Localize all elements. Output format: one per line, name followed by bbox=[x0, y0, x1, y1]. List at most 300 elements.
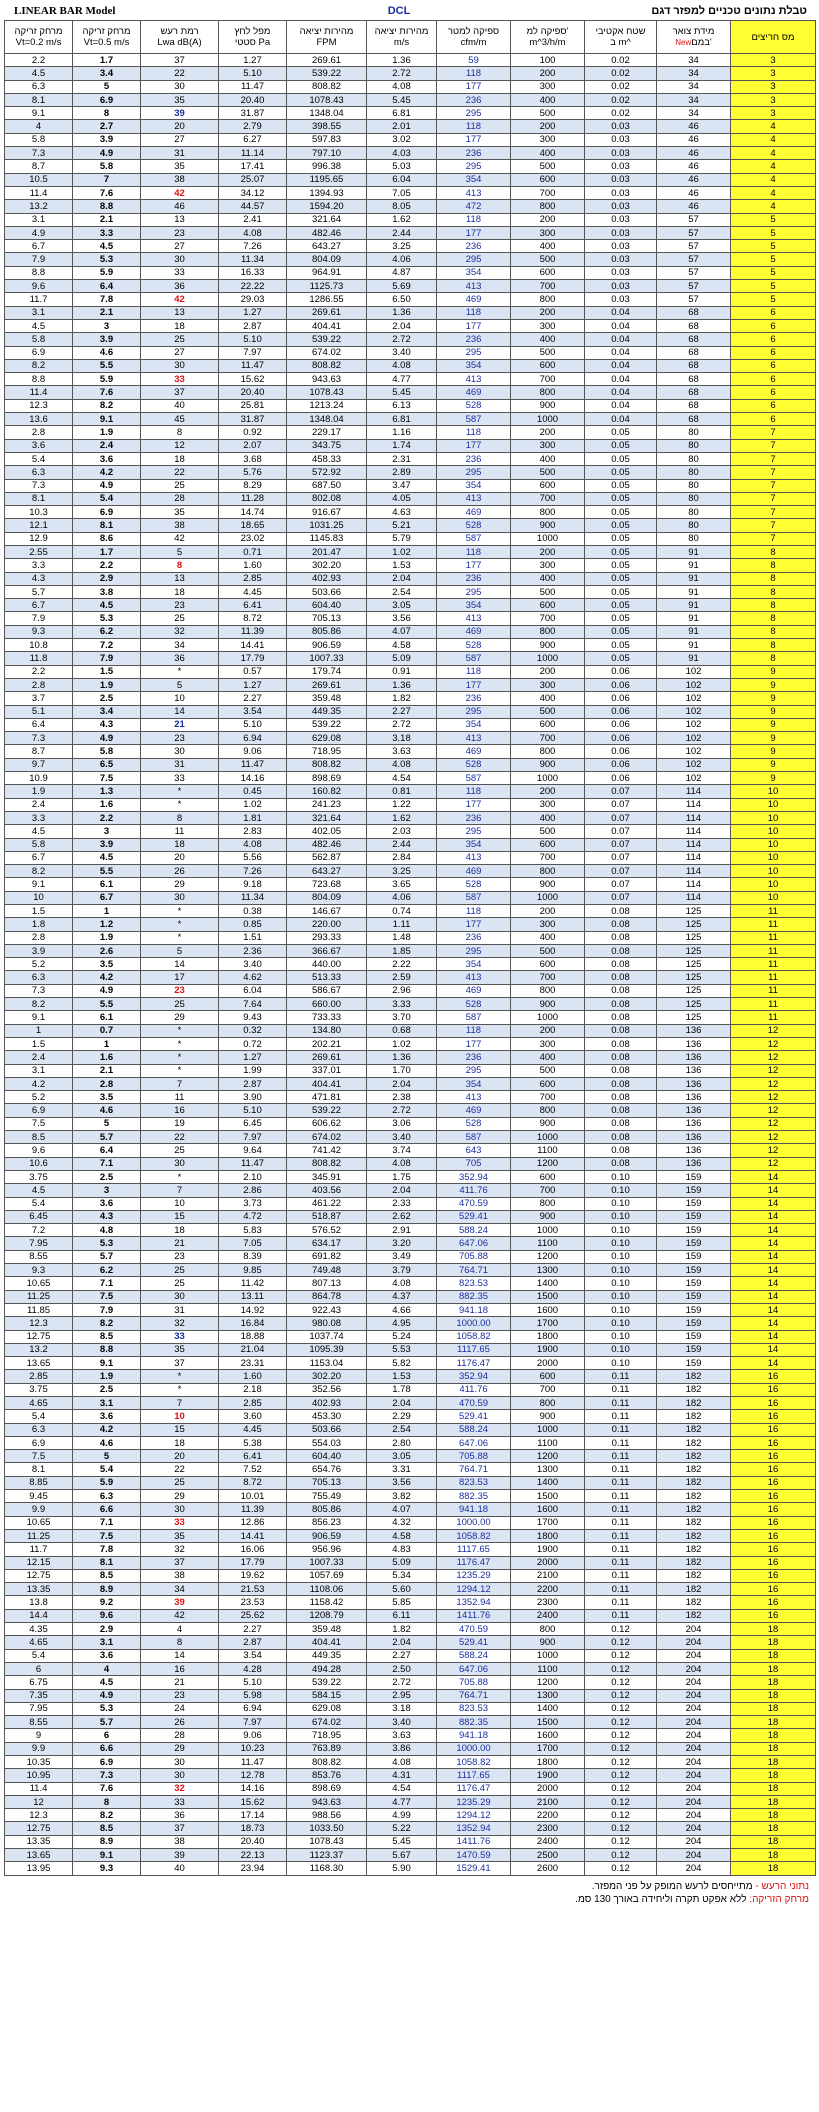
table-cell: 400 bbox=[511, 931, 585, 944]
table-cell: 2.5 bbox=[73, 692, 141, 705]
table-row bbox=[5, 1091, 816, 1104]
table-cell: 1007.33 bbox=[287, 1556, 367, 1569]
table-cell: 102 bbox=[657, 732, 731, 745]
table-cell: 411.76 bbox=[437, 1383, 511, 1396]
table-cell: 1031.25 bbox=[287, 519, 367, 532]
table-cell: 900 bbox=[511, 998, 585, 1011]
table-cell: 400 bbox=[511, 240, 585, 253]
table-cell: 470.59 bbox=[437, 1197, 511, 1210]
table-cell: 5.8 bbox=[5, 133, 73, 146]
table-cell: 2.27 bbox=[219, 1623, 287, 1636]
table-row bbox=[5, 692, 816, 705]
table-cell: 12 bbox=[731, 1077, 816, 1090]
table-cell: 16 bbox=[731, 1383, 816, 1396]
table-cell: 8.9 bbox=[73, 1835, 141, 1848]
table-cell: 500 bbox=[511, 705, 585, 718]
table-cell: 7 bbox=[141, 1396, 219, 1409]
table-cell: 469 bbox=[437, 506, 511, 519]
table-cell: 46 bbox=[657, 160, 731, 173]
table-cell: 700 bbox=[511, 732, 585, 745]
table-cell: 352.94 bbox=[437, 1370, 511, 1383]
table-cell: 705.88 bbox=[437, 1250, 511, 1263]
table-cell: 2200 bbox=[511, 1809, 585, 1822]
table-cell: 5.3 bbox=[73, 1237, 141, 1250]
table-cell: 0.11 bbox=[585, 1529, 657, 1542]
table-cell: 1.5 bbox=[5, 905, 73, 918]
table-cell: 9 bbox=[731, 732, 816, 745]
table-cell: 941.18 bbox=[437, 1729, 511, 1742]
table-cell: 4.63 bbox=[367, 506, 437, 519]
table-cell: 34 bbox=[141, 1583, 219, 1596]
table-cell: 0.11 bbox=[585, 1476, 657, 1489]
table-cell: 3.6 bbox=[5, 439, 73, 452]
table-cell: 9 bbox=[731, 692, 816, 705]
table-cell: 8.1 bbox=[5, 93, 73, 106]
table-cell: 440.00 bbox=[287, 958, 367, 971]
table-row bbox=[5, 1131, 816, 1144]
table-cell: 1000 bbox=[511, 532, 585, 545]
table-cell: 5.90 bbox=[367, 1862, 437, 1875]
table-cell: 20.40 bbox=[219, 1835, 287, 1848]
table-cell: 797.10 bbox=[287, 147, 367, 160]
table-cell: 200 bbox=[511, 665, 585, 678]
table-cell: 2600 bbox=[511, 1862, 585, 1875]
table-cell: 13.35 bbox=[5, 1583, 73, 1596]
table-cell: 6.1 bbox=[73, 878, 141, 891]
table-cell: 0.06 bbox=[585, 718, 657, 731]
table-cell: 18 bbox=[141, 838, 219, 851]
table-cell: 1176.47 bbox=[437, 1556, 511, 1569]
table-cell: 3.6 bbox=[73, 452, 141, 465]
table-cell: 404.41 bbox=[287, 1636, 367, 1649]
table-cell: 0.71 bbox=[219, 545, 287, 558]
table-cell: 400 bbox=[511, 333, 585, 346]
table-cell: 3.60 bbox=[219, 1410, 287, 1423]
table-cell: 2.72 bbox=[367, 718, 437, 731]
table-cell: 461.22 bbox=[287, 1197, 367, 1210]
table-cell: 12.78 bbox=[219, 1769, 287, 1782]
table-cell: 4.95 bbox=[367, 1317, 437, 1330]
table-cell: 16 bbox=[731, 1529, 816, 1542]
table-cell: 125 bbox=[657, 1011, 731, 1024]
table-cell: 1500 bbox=[511, 1490, 585, 1503]
table-cell: 0.74 bbox=[367, 905, 437, 918]
table-cell: 1.16 bbox=[367, 426, 437, 439]
table-cell: 18.65 bbox=[219, 519, 287, 532]
table-cell: 10.23 bbox=[219, 1742, 287, 1755]
table-cell: 7.3 bbox=[73, 1769, 141, 1782]
table-cell: 80 bbox=[657, 479, 731, 492]
table-cell: 32 bbox=[141, 625, 219, 638]
table-cell: 2.79 bbox=[219, 120, 287, 133]
table-cell: 4.5 bbox=[73, 851, 141, 864]
table-cell: 1.2 bbox=[73, 918, 141, 931]
table-cell: 800 bbox=[511, 1197, 585, 1210]
table-cell: 8.55 bbox=[5, 1250, 73, 1263]
table-cell: 2.8 bbox=[73, 1077, 141, 1090]
table-cell: 1 bbox=[73, 1037, 141, 1050]
table-cell: 0.08 bbox=[585, 971, 657, 984]
table-cell: 7.5 bbox=[5, 1117, 73, 1130]
table-cell: 354 bbox=[437, 359, 511, 372]
table-cell: 2.04 bbox=[367, 319, 437, 332]
table-cell: 136 bbox=[657, 1144, 731, 1157]
table-cell: 482.46 bbox=[287, 226, 367, 239]
table-cell: 6.4 bbox=[5, 718, 73, 731]
table-cell: 4.6 bbox=[73, 1104, 141, 1117]
table-cell: 3.6 bbox=[73, 1649, 141, 1662]
table-cell: 11.34 bbox=[219, 253, 287, 266]
table-cell: 600 bbox=[511, 958, 585, 971]
table-cell: 102 bbox=[657, 718, 731, 731]
table-cell: 2.62 bbox=[367, 1210, 437, 1223]
table-cell: 236 bbox=[437, 452, 511, 465]
table-cell: 804.09 bbox=[287, 253, 367, 266]
table-cell: 204 bbox=[657, 1849, 731, 1862]
table-cell: 0.03 bbox=[585, 186, 657, 199]
table-cell: 643.27 bbox=[287, 865, 367, 878]
table-cell: 3.3 bbox=[73, 226, 141, 239]
table-cell: 0.72 bbox=[219, 1037, 287, 1050]
table-cell: 3.74 bbox=[367, 1144, 437, 1157]
table-cell: 30 bbox=[141, 891, 219, 904]
table-row bbox=[5, 1596, 816, 1609]
table-cell: 2.2 bbox=[73, 811, 141, 824]
table-cell: 295 bbox=[437, 705, 511, 718]
table-cell: 3.1 bbox=[5, 213, 73, 226]
table-cell: 1000 bbox=[511, 1224, 585, 1237]
table-cell: 177 bbox=[437, 133, 511, 146]
table-cell: 687.50 bbox=[287, 479, 367, 492]
table-cell: 1.62 bbox=[367, 811, 437, 824]
table-row bbox=[5, 1583, 816, 1596]
table-cell: 0.02 bbox=[585, 93, 657, 106]
table-cell: 236 bbox=[437, 93, 511, 106]
table-cell: 606.62 bbox=[287, 1117, 367, 1130]
table-cell: 9.64 bbox=[219, 1144, 287, 1157]
table-cell: 1400 bbox=[511, 1476, 585, 1489]
throw-note-label: מרחק הזריקה: bbox=[749, 1893, 809, 1905]
table-cell: 0.11 bbox=[585, 1410, 657, 1423]
table-cell: 469 bbox=[437, 625, 511, 638]
table-cell: 12 bbox=[731, 1024, 816, 1037]
table-cell: 10 bbox=[141, 692, 219, 705]
table-cell: 0.04 bbox=[585, 346, 657, 359]
table-row bbox=[5, 293, 816, 306]
table-cell: 6.3 bbox=[5, 80, 73, 93]
table-cell: 7.05 bbox=[219, 1237, 287, 1250]
table-cell: 906.59 bbox=[287, 1529, 367, 1542]
table-cell: 11.42 bbox=[219, 1277, 287, 1290]
table-cell: 57 bbox=[657, 240, 731, 253]
table-cell: 32 bbox=[141, 1543, 219, 1556]
table-cell: 9 bbox=[731, 758, 816, 771]
table-cell: 37 bbox=[141, 386, 219, 399]
table-cell: 9.1 bbox=[73, 413, 141, 426]
table-cell: 5.4 bbox=[73, 492, 141, 505]
table-cell: 4.8 bbox=[73, 1224, 141, 1237]
table-cell: 14.74 bbox=[219, 506, 287, 519]
table-cell: 3.20 bbox=[367, 1237, 437, 1250]
table-cell: 9 bbox=[731, 745, 816, 758]
table-cell: 1.7 bbox=[73, 54, 141, 67]
table-cell: 15.62 bbox=[219, 373, 287, 386]
table-cell: 2.04 bbox=[367, 1077, 437, 1090]
table-cell: 1286.55 bbox=[287, 293, 367, 306]
table-cell: 700 bbox=[511, 612, 585, 625]
table-cell: 7.1 bbox=[73, 1516, 141, 1529]
table-cell: 4 bbox=[731, 160, 816, 173]
table-cell: 0.11 bbox=[585, 1450, 657, 1463]
table-cell: 359.48 bbox=[287, 1623, 367, 1636]
table-cell: 0.03 bbox=[585, 200, 657, 213]
table-cell: 494.28 bbox=[287, 1662, 367, 1675]
table-row bbox=[5, 1064, 816, 1077]
table-cell: 2.01 bbox=[367, 120, 437, 133]
table-cell: 3.47 bbox=[367, 479, 437, 492]
table-row bbox=[5, 1543, 816, 1556]
table-cell: 295 bbox=[437, 346, 511, 359]
table-cell: 220.00 bbox=[287, 918, 367, 931]
table-cell: 587 bbox=[437, 652, 511, 665]
table-cell: 0.03 bbox=[585, 147, 657, 160]
table-cell: 12.75 bbox=[5, 1569, 73, 1582]
table-cell: 764.71 bbox=[437, 1689, 511, 1702]
title-bar bbox=[4, 2, 815, 20]
table-cell: 1594.20 bbox=[287, 200, 367, 213]
table-cell: 705.13 bbox=[287, 612, 367, 625]
table-cell: 354 bbox=[437, 599, 511, 612]
table-cell: 700 bbox=[511, 1091, 585, 1104]
table-cell: 8 bbox=[731, 545, 816, 558]
table-cell: 5.1 bbox=[5, 705, 73, 718]
table-row bbox=[5, 1024, 816, 1037]
table-cell: 1117.65 bbox=[437, 1543, 511, 1556]
table-cell: 956.96 bbox=[287, 1543, 367, 1556]
table-cell: 5.38 bbox=[219, 1436, 287, 1449]
table-cell: 1007.33 bbox=[287, 652, 367, 665]
table-cell: 600 bbox=[511, 479, 585, 492]
table-cell: 733.33 bbox=[287, 1011, 367, 1024]
table-cell: 7.52 bbox=[219, 1463, 287, 1476]
table-cell: 18 bbox=[731, 1822, 816, 1835]
table-cell: 11.28 bbox=[219, 492, 287, 505]
table-cell: 1 bbox=[5, 1024, 73, 1037]
table-row bbox=[5, 665, 816, 678]
column-header-line1: מהירות יציאה bbox=[374, 26, 429, 37]
table-cell: 600 bbox=[511, 599, 585, 612]
table-cell: 2.54 bbox=[367, 585, 437, 598]
table-row bbox=[5, 905, 816, 918]
table-cell: 3.7 bbox=[5, 692, 73, 705]
table-cell: 823.53 bbox=[437, 1277, 511, 1290]
table-cell: 7.9 bbox=[5, 253, 73, 266]
table-cell: 1117.65 bbox=[437, 1769, 511, 1782]
column-header-line1: ספיקה למטר bbox=[447, 26, 500, 37]
table-cell: 20.40 bbox=[219, 386, 287, 399]
table-cell: 700 bbox=[511, 373, 585, 386]
column-header bbox=[731, 21, 816, 54]
table-cell: 0.11 bbox=[585, 1569, 657, 1582]
table-cell: 177 bbox=[437, 798, 511, 811]
table-cell: 1.6 bbox=[73, 798, 141, 811]
table-cell: 500 bbox=[511, 944, 585, 957]
table-cell: 5.09 bbox=[367, 1556, 437, 1569]
table-cell: 413 bbox=[437, 1091, 511, 1104]
table-cell: 10.95 bbox=[5, 1769, 73, 1782]
table-cell: 823.53 bbox=[437, 1476, 511, 1489]
table-row bbox=[5, 572, 816, 585]
table-cell: 1352.94 bbox=[437, 1596, 511, 1609]
table-cell: 600 bbox=[511, 173, 585, 186]
table-cell: 5.3 bbox=[73, 253, 141, 266]
table-cell: 0.05 bbox=[585, 479, 657, 492]
table-cell: 57 bbox=[657, 280, 731, 293]
column-header-line1: שטח אקטיבי bbox=[595, 26, 646, 37]
table-cell: 0.02 bbox=[585, 54, 657, 67]
table-row bbox=[5, 1822, 816, 1835]
table-cell: 136 bbox=[657, 1024, 731, 1037]
table-cell: 7.5 bbox=[73, 1529, 141, 1542]
table-cell: 9 bbox=[731, 718, 816, 731]
table-cell: 10 bbox=[141, 1410, 219, 1423]
table-cell: 12.3 bbox=[5, 399, 73, 412]
table-cell: 3.3 bbox=[5, 811, 73, 824]
table-cell: 23.31 bbox=[219, 1357, 287, 1370]
table-cell: 3 bbox=[73, 1184, 141, 1197]
table-cell: 4.6 bbox=[73, 346, 141, 359]
table-cell: 472 bbox=[437, 200, 511, 213]
table-cell: 18 bbox=[141, 319, 219, 332]
table-cell: 201.47 bbox=[287, 545, 367, 558]
table-cell: 0.03 bbox=[585, 160, 657, 173]
table-cell: 30 bbox=[141, 1503, 219, 1516]
table-cell: 1195.65 bbox=[287, 173, 367, 186]
column-header-line2: ב m^ bbox=[610, 37, 631, 48]
table-cell: 6.27 bbox=[219, 133, 287, 146]
table-cell: 5.67 bbox=[367, 1849, 437, 1862]
table-cell: * bbox=[141, 665, 219, 678]
table-cell: 11.47 bbox=[219, 758, 287, 771]
column-header-line1: רמת רעש bbox=[160, 26, 199, 37]
table-cell: 114 bbox=[657, 785, 731, 798]
table-cell: 18 bbox=[731, 1716, 816, 1729]
table-cell: 2.87 bbox=[219, 1636, 287, 1649]
table-cell: 0.08 bbox=[585, 1091, 657, 1104]
table-cell: 2.4 bbox=[5, 1051, 73, 1064]
table-cell: 114 bbox=[657, 838, 731, 851]
table-cell: 35 bbox=[141, 160, 219, 173]
column-header-line2: m^3/h/m bbox=[529, 37, 566, 48]
table-row bbox=[5, 1529, 816, 1542]
table-cell: 300 bbox=[511, 226, 585, 239]
table-cell: 900 bbox=[511, 1636, 585, 1649]
table-cell: 1.9 bbox=[5, 785, 73, 798]
table-cell: 7 bbox=[731, 426, 816, 439]
table-cell: 1078.43 bbox=[287, 386, 367, 399]
table-cell: 4.3 bbox=[5, 572, 73, 585]
table-cell: 3 bbox=[731, 67, 816, 80]
table-row bbox=[5, 811, 816, 824]
table-cell: 18 bbox=[731, 1862, 816, 1875]
table-cell: 647.06 bbox=[437, 1436, 511, 1449]
table-cell: 2.91 bbox=[367, 1224, 437, 1237]
table-cell: 8.05 bbox=[367, 200, 437, 213]
footer-notes bbox=[4, 1880, 815, 1906]
table-row bbox=[5, 1277, 816, 1290]
table-row bbox=[5, 1343, 816, 1356]
table-cell: 118 bbox=[437, 545, 511, 558]
table-cell: 80 bbox=[657, 439, 731, 452]
table-cell: 0.12 bbox=[585, 1689, 657, 1702]
table-cell: 14 bbox=[731, 1224, 816, 1237]
table-cell: 11.47 bbox=[219, 1756, 287, 1769]
table-cell: 13.2 bbox=[5, 200, 73, 213]
table-cell: 2000 bbox=[511, 1556, 585, 1569]
table-cell: 3.9 bbox=[73, 838, 141, 851]
table-cell: 1123.37 bbox=[287, 1849, 367, 1862]
table-cell: 5.45 bbox=[367, 93, 437, 106]
table-cell: 10.65 bbox=[5, 1516, 73, 1529]
table-cell: 458.33 bbox=[287, 452, 367, 465]
table-cell: 674.02 bbox=[287, 1716, 367, 1729]
table-cell: 800 bbox=[511, 386, 585, 399]
table-cell: 2.1 bbox=[73, 1064, 141, 1077]
table-cell: 300 bbox=[511, 319, 585, 332]
table-row bbox=[5, 1330, 816, 1343]
table-cell: 2.50 bbox=[367, 1662, 437, 1675]
table-cell: 182 bbox=[657, 1516, 731, 1529]
table-cell: 10 bbox=[731, 851, 816, 864]
table-cell: 0.06 bbox=[585, 758, 657, 771]
table-cell: 1000 bbox=[511, 772, 585, 785]
table-cell: 13.65 bbox=[5, 1357, 73, 1370]
table-cell: 0.04 bbox=[585, 373, 657, 386]
table-row bbox=[5, 1077, 816, 1090]
table-cell: 2.44 bbox=[367, 838, 437, 851]
table-cell: 2.87 bbox=[219, 1077, 287, 1090]
table-cell: 1411.76 bbox=[437, 1835, 511, 1848]
table-cell: 12 bbox=[731, 1131, 816, 1144]
table-cell: 34 bbox=[657, 93, 731, 106]
table-cell: 4.77 bbox=[367, 1795, 437, 1808]
table-cell: 8 bbox=[731, 625, 816, 638]
table-cell: 100 bbox=[511, 54, 585, 67]
table-cell: 25 bbox=[141, 998, 219, 1011]
table-row bbox=[5, 612, 816, 625]
table-cell: 763.89 bbox=[287, 1742, 367, 1755]
table-cell: 470.59 bbox=[437, 1396, 511, 1409]
table-cell: 9 bbox=[731, 678, 816, 691]
table-cell: 295 bbox=[437, 1064, 511, 1077]
table-cell: 0.03 bbox=[585, 133, 657, 146]
table-cell: 15.62 bbox=[219, 1795, 287, 1808]
table-cell: 9.9 bbox=[5, 1742, 73, 1755]
table-row bbox=[5, 280, 816, 293]
column-header bbox=[73, 21, 141, 54]
table-row bbox=[5, 1210, 816, 1223]
table-cell: 118 bbox=[437, 665, 511, 678]
table-cell: 3 bbox=[731, 80, 816, 93]
table-cell: 8 bbox=[73, 1795, 141, 1808]
table-cell: 3.75 bbox=[5, 1170, 73, 1183]
table-cell: 5 bbox=[731, 213, 816, 226]
table-cell: 5.2 bbox=[5, 1091, 73, 1104]
table-row bbox=[5, 1184, 816, 1197]
table-cell: 32 bbox=[141, 1317, 219, 1330]
table-cell: 2.83 bbox=[219, 825, 287, 838]
table-cell: 125 bbox=[657, 958, 731, 971]
